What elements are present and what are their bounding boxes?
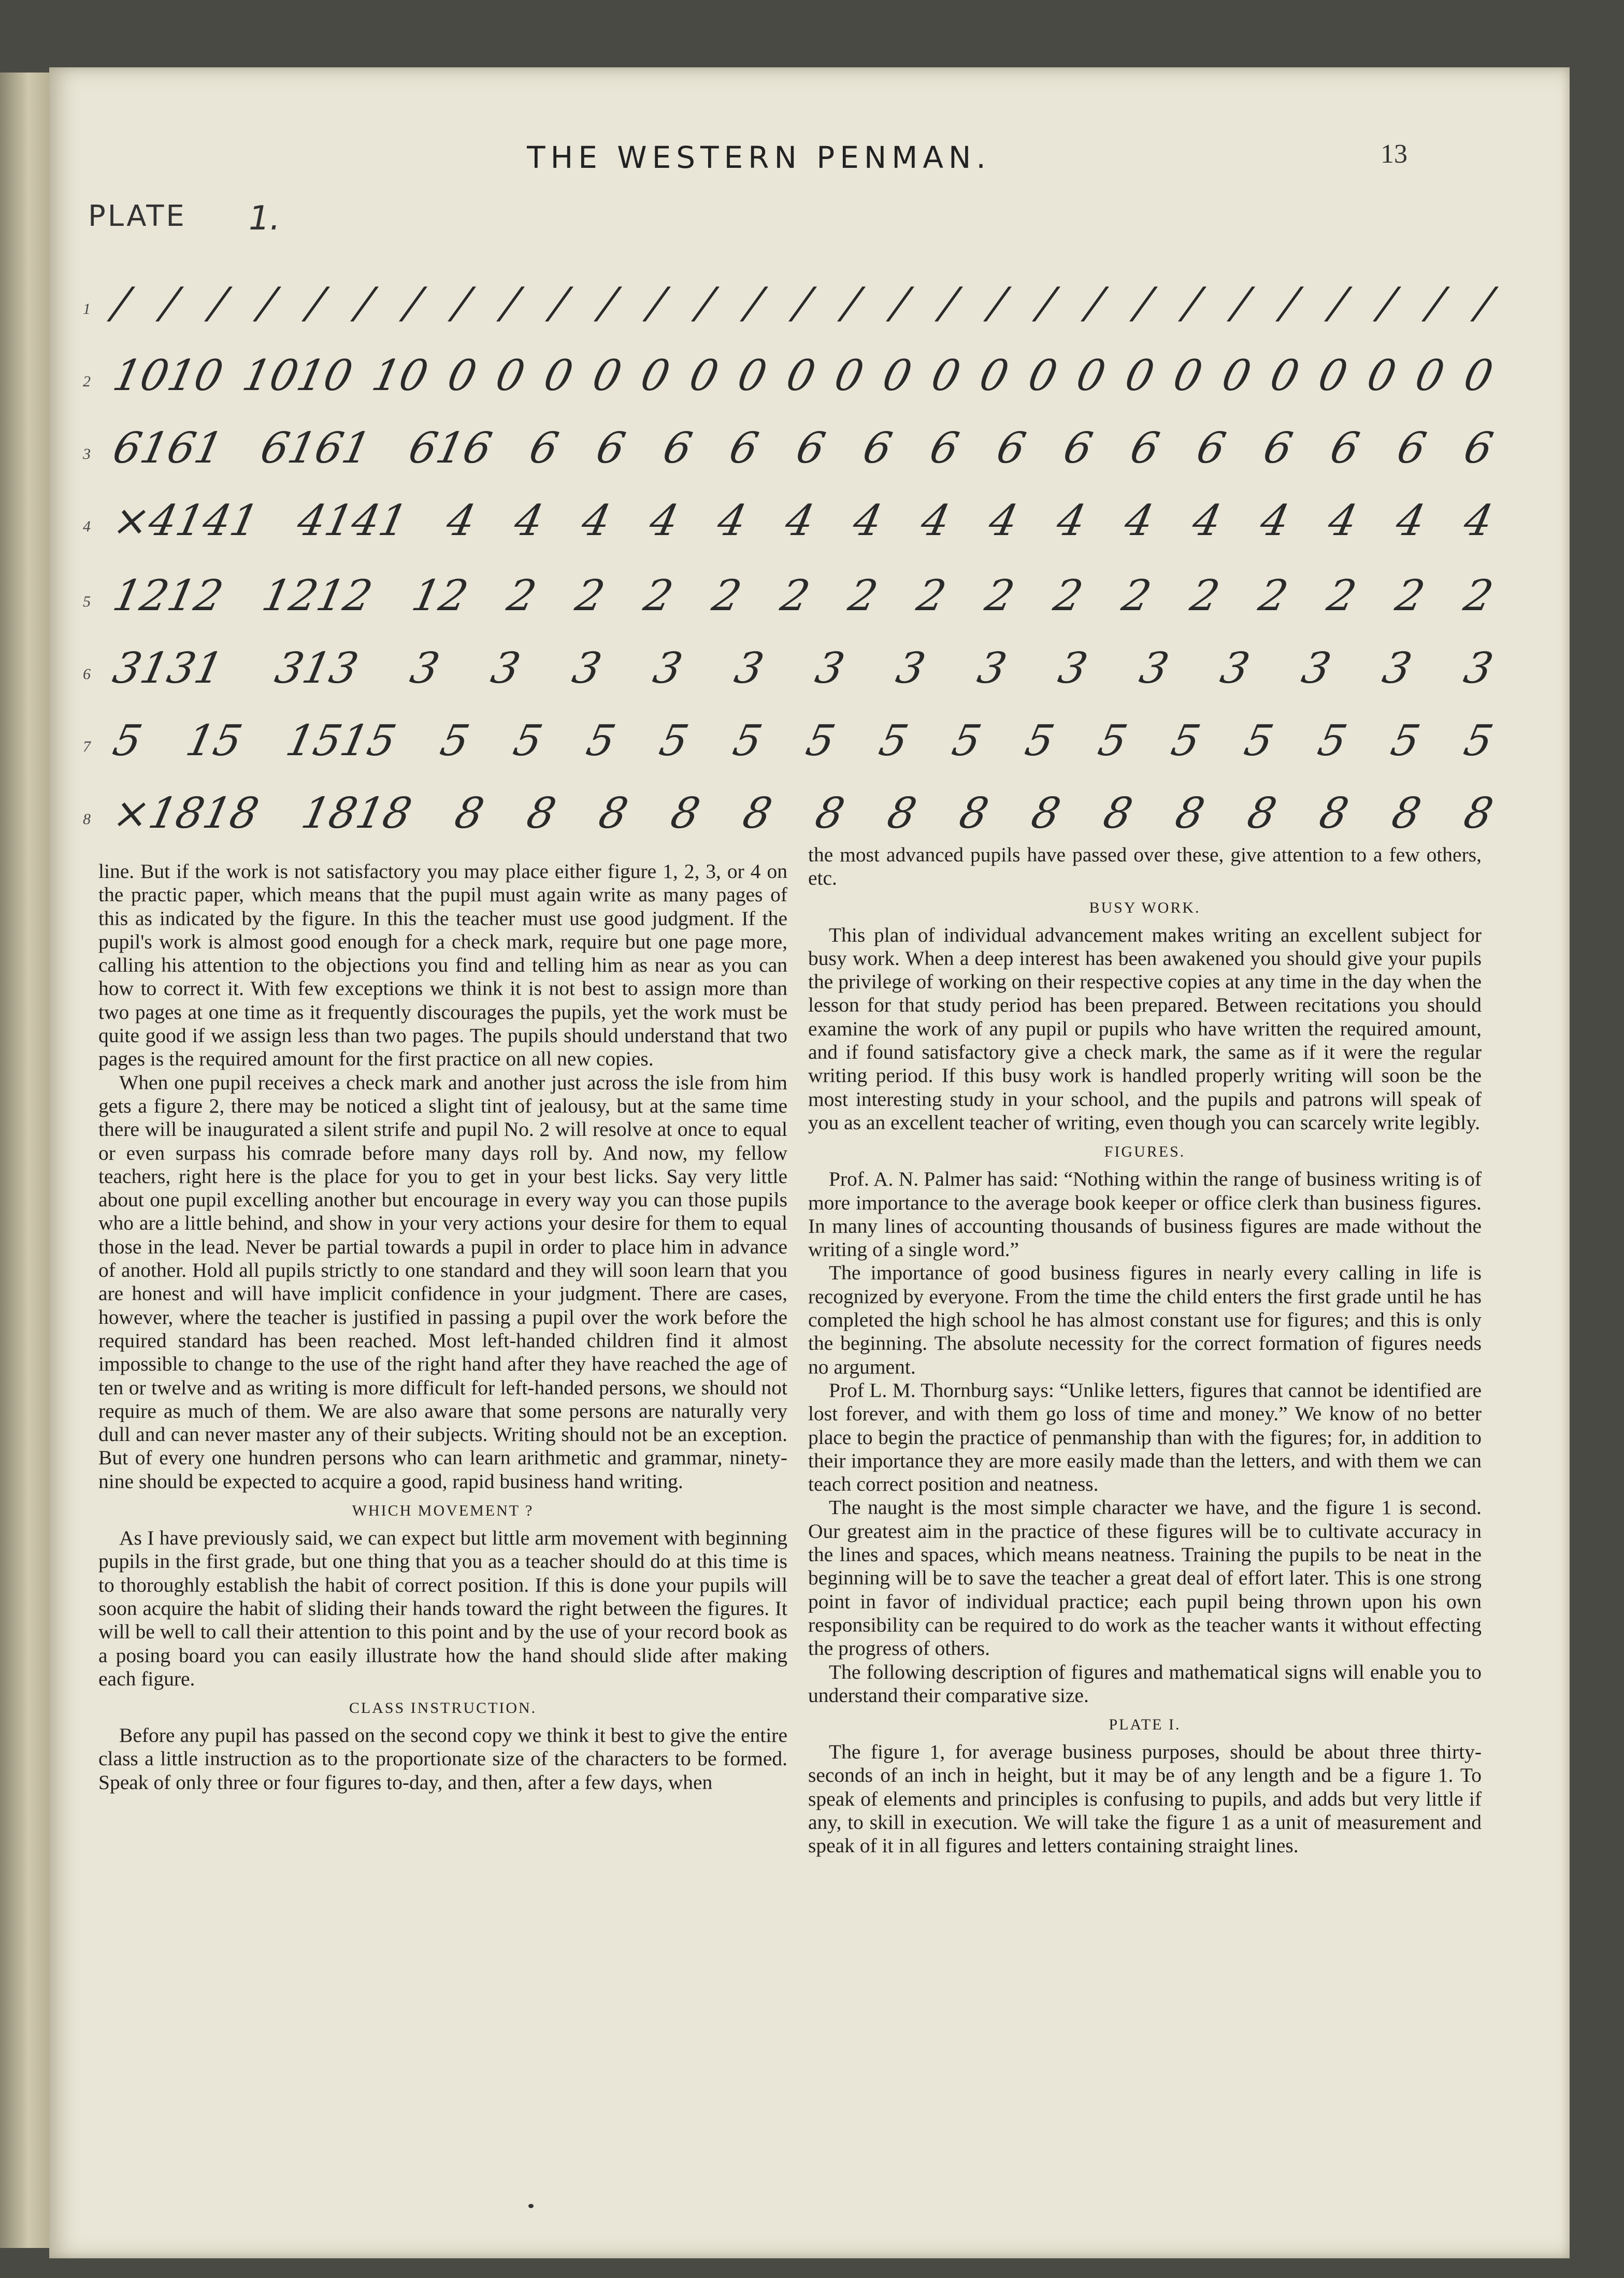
paragraph: Prof. A. N. Palmer has said: “Nothing within the range of business writing is of more importance to the average book keeper or office clerk than business figures. In many lines of accounting thousands of business figures are made without the writing of a single word.” (808, 1167, 1482, 1261)
handwritten-figure: 5 (1313, 716, 1351, 766)
row-number: 6 (83, 666, 91, 683)
handwritten-figure: / (790, 278, 815, 328)
row-glyphs (108, 562, 1497, 629)
handwritten-figure: / (1472, 278, 1497, 328)
handwritten-figure: 6161 (256, 423, 376, 473)
handwritten-figure: 6 (792, 423, 830, 473)
handwritten-figure: 3 (892, 643, 930, 693)
handwritten-figure: 4 (1256, 496, 1294, 545)
handwritten-figure: 5 (509, 716, 547, 766)
handwritten-figure: / (400, 278, 426, 328)
row-number: 5 (83, 593, 91, 610)
handwritten-figure: 2 (1186, 571, 1224, 621)
paragraph: The following description of figures and mathematical signs will enable you to understand their comparative size. (808, 1660, 1482, 1707)
row-number: 1 (83, 300, 91, 318)
handwritten-figure: 0 (685, 351, 723, 400)
handwritten-figure: 4 (1120, 496, 1158, 545)
handwritten-figure: / (1326, 278, 1351, 328)
handwritten-figure: 6 (1192, 423, 1230, 473)
handwritten-figure: 2 (776, 571, 814, 621)
handwritten-figure: / (108, 278, 134, 328)
handwritten-figure: / (1180, 278, 1205, 328)
handwritten-figure: / (1277, 278, 1302, 328)
handwritten-figure: / (303, 278, 328, 328)
row-number: 4 (83, 518, 91, 535)
paragraph: As I have previously said, we can expect but little arm movement with beginning pupils in the first grade, but one thing that you as a teacher should do at this time is to thoroughly establish the habit of correct position. If this is done your pupils will soon acquire the habit of sliding their hands toward the right between the figures. It will be well to call their attention to this point and by the use of your record book as a posing board you can easily illustrate how the hand should slide after making each figure. (98, 1526, 787, 1690)
handwritten-figure: 1515 (282, 716, 401, 766)
handwritten-figure: 8 (1099, 788, 1137, 838)
handwritten-figure: 4 (985, 496, 1023, 545)
handwritten-figure: 5 (108, 716, 147, 766)
handwritten-figure: 1818 (297, 788, 416, 838)
handwritten-figure: / (693, 278, 718, 328)
handwritten-figure: 2 (639, 571, 678, 621)
row-glyphs (108, 487, 1497, 554)
handwritten-figure: / (547, 278, 572, 328)
handwritten-figure: 8 (1171, 788, 1209, 838)
handwritten-figure: 2 (844, 571, 882, 621)
handwritten-figure: 0 (975, 351, 1013, 400)
handwritten-figure: 4 (578, 496, 615, 545)
handwritten-figure: 0 (1217, 351, 1255, 400)
handwritten-figure: 5 (1240, 716, 1278, 766)
row-number: 2 (83, 373, 91, 390)
left-column (98, 860, 787, 1794)
handwritten-figure: 0 (1411, 351, 1449, 400)
handwritten-figure: 6 (1326, 423, 1364, 473)
handwritten-figure: 5 (582, 716, 620, 766)
handwritten-figure: 5 (947, 716, 986, 766)
handwritten-figure: 1212 (108, 571, 227, 621)
handwritten-figure: / (595, 278, 621, 328)
handwritten-figure: 5 (801, 716, 839, 766)
handwritten-figure: 5 (728, 716, 766, 766)
paragraph: This plan of individual advancement makes writing an excellent subject for busy work. When a deep interest has been awakened you should give your pupils the privilege of working on their respective copies at any time in the day when the lesson for that study period has been prepared. Between recitations you should examine the work of any pupil or pupils who have written the required amount, and if found satisfactory give a check mark, the same as if it were the regular writing period. If this busy work is handled properly writing will soon be the most interesting study in your school, and the pupils and patrons will speak of you as an excellent teacher of writing, even though you can scarcely write legibly. (808, 923, 1482, 1134)
handwritten-figure: 3 (1378, 643, 1416, 693)
handwritten-figure: 4 (1391, 496, 1430, 545)
handwritten-figure: 5 (1021, 716, 1059, 766)
handwritten-figure: 8 (955, 788, 993, 838)
row-glyphs (108, 780, 1498, 847)
handwritten-figure: 12 (407, 571, 472, 621)
handwritten-figure: / (206, 278, 231, 328)
page-number: 13 (1381, 139, 1407, 169)
handwritten-figure: 3 (1054, 643, 1092, 693)
handwritten-figure: 2 (1459, 571, 1497, 621)
handwritten-figure: 6 (1059, 423, 1097, 473)
plate-row (83, 487, 1497, 559)
handwritten-figure: 0 (1266, 351, 1304, 400)
handwritten-figure: 3 (811, 643, 849, 693)
handwritten-figure: 4 (917, 496, 955, 545)
right-column (808, 843, 1482, 1858)
handwritten-figure: / (1082, 278, 1108, 328)
handwritten-figure: 0 (734, 351, 771, 400)
handwritten-figure: 3 (1135, 643, 1173, 693)
handwritten-figure: 0 (637, 351, 674, 400)
handwritten-figure: ×4141 (108, 496, 263, 545)
handwritten-figure: 0 (927, 351, 965, 400)
handwritten-figure: / (449, 278, 475, 328)
row-glyphs (108, 635, 1497, 702)
section-heading: CLASS INSTRUCTION. (349, 1699, 537, 1717)
handwritten-figure: / (936, 278, 961, 328)
handwritten-figure: 0 (443, 351, 481, 400)
handwritten-figure: 1010 (238, 351, 357, 400)
handwritten-figure: 313 (270, 643, 363, 693)
handwritten-figure: 4 (1188, 496, 1226, 545)
paragraph: Prof L. M. Thornburg says: “Unlike letters, figures that cannot be identified are lost forever, and with them go loss of time and money.” We know of no better place to begin the practice of penmanship than with the figures; for, in addition to their importance they are more easily made than the letters, and with them we can teach correct position and neatness. (808, 1378, 1482, 1496)
handwritten-figure: 5 (1094, 716, 1132, 766)
handwritten-figure: 2 (981, 571, 1019, 621)
handwritten-figure: 8 (1315, 788, 1353, 838)
section-heading: FIGURES. (1104, 1143, 1186, 1161)
handwritten-figure: 0 (1459, 351, 1497, 400)
handwritten-figure: 3 (487, 643, 525, 693)
handwritten-figure: 0 (782, 351, 820, 400)
handwritten-figure: 0 (1169, 351, 1207, 400)
handwritten-figure: 0 (1072, 351, 1110, 400)
handwritten-figure: 3 (1459, 643, 1497, 693)
handwritten-figure: 4 (645, 496, 683, 545)
handwritten-figure: 3 (1297, 643, 1335, 693)
handwritten-figure: 0 (540, 351, 578, 400)
handwritten-figure: 5 (1167, 716, 1205, 766)
paragraph: the most advanced pupils have passed over these, give attention to a few others, etc. (808, 843, 1482, 890)
row-glyphs (108, 342, 1497, 409)
running-head: THE WESTERN PENMAN. (527, 140, 991, 175)
paragraph: When one pupil receives a check mark and another just across the isle from him gets a figure 2, there may be noticed a slight tint of jealousy, but at the same time there will be inaugurated a silent strife and pupil No. 2 will resolve at once to equal or even surpass his comrade before many days roll by. And now, my fellow teachers, right here is the place for you to get in your best licks. Say very little about one pupil excelling another but encourage in every way you can those pupils who are a little behind, and show in your very actions your desire for them to equal those in the lead. Never be partial towards a pupil in order to place him in advance of another. Hold all pupils strictly to one standard and they will soon learn that you are honest and will have implicit confidence in your judgment. There are cases, however, where the teacher is justified in passing a pupil over the work before the required standard has been reached. Most left-handed children find it almost impossible to change to the use of the right hand after they have reached the age of ten or twelve and as writing is more difficult for left-handed persons, we should not require as much of them. We are also aware that some persons are naturally very dull and can never master any of their subjects. Writing should not be an exception. But of every one hundren persons who can learn arithmetic and grammar, ninety-nine should be expected to acquire a good, rapid business hand writing. (98, 1071, 787, 1493)
plate-row (83, 780, 1498, 852)
handwritten-figure: 2 (1254, 571, 1292, 621)
handwritten-figure: 6 (592, 423, 630, 473)
handwritten-figure: 0 (588, 351, 626, 400)
handwritten-figure: 1010 (108, 351, 227, 400)
handwritten-figure: 6 (1392, 423, 1431, 473)
handwritten-figure: 3 (973, 643, 1011, 693)
handwritten-figure: 3 (730, 643, 768, 693)
handwritten-figure: 6 (525, 423, 563, 473)
handwritten-figure: 3 (649, 643, 687, 693)
handwritten-figure: 4 (1324, 496, 1362, 545)
handwritten-figure: 8 (883, 788, 921, 838)
handwritten-figure: 8 (1387, 788, 1425, 838)
handwritten-figure: 2 (708, 571, 745, 621)
handwritten-figure: / (1423, 278, 1448, 328)
handwritten-figure: 3 (568, 643, 606, 693)
plate-row (83, 269, 1497, 342)
paragraph: The naught is the most simple character we have, and the figure 1 is second. Our greatest aim in the practice of these figures will be to cultivate accuracy in the lines and spaces, which means neatness. Training the pupils to be neat in the beginning will be to save the teacher a great deal of effort later. This is one strong point in favor of individual practice; each pupil being thrown upon his own responsibility can be required to do work as the teacher wants it without effecting the progress of others. (808, 1496, 1482, 1660)
handwritten-figure: 616 (404, 423, 496, 473)
handwritten-figure: 5 (1459, 716, 1498, 766)
plate-row (83, 414, 1497, 487)
handwritten-figure: 8 (811, 788, 849, 838)
handwritten-figure: 8 (450, 788, 488, 838)
row-glyphs (108, 269, 1497, 337)
handwritten-figure: / (254, 278, 280, 328)
handwritten-figure: 2 (1050, 571, 1087, 621)
handwritten-figure: / (498, 278, 523, 328)
handwritten-figure: 0 (879, 351, 916, 400)
handwritten-figure: 6 (725, 423, 763, 473)
handwritten-figure: 6 (992, 423, 1030, 473)
handwritten-figure: / (644, 278, 669, 328)
handwritten-figure: / (887, 278, 913, 328)
handwritten-figure: 10 (367, 351, 433, 400)
row-number: 8 (83, 811, 91, 828)
handwritten-figure: 0 (1024, 351, 1062, 400)
handwritten-figure: 1212 (258, 571, 377, 621)
handwritten-figure: 3 (1216, 643, 1254, 693)
handwritten-figure: 6 (1126, 423, 1163, 473)
handwritten-figure: ×1818 (108, 788, 263, 838)
paragraph: Before any pupil has passed on the second copy we think it best to give the entire class a little instruction as to the proportionate size of the characters to be formed. Speak of only three or four figures to-day, and then, after a few days, when (98, 1724, 787, 1794)
plate-label: PLATE (88, 199, 186, 233)
plate-row (83, 562, 1497, 635)
handwritten-figure: 5 (1386, 716, 1424, 766)
handwritten-figure: 6 (1459, 423, 1497, 473)
handwritten-figure: 0 (491, 351, 529, 400)
handwritten-figure: / (352, 278, 377, 328)
handwritten-figure: 6 (859, 423, 897, 473)
handwritten-figure: 8 (1243, 788, 1281, 838)
handwritten-figure: 0 (1362, 351, 1401, 400)
handwritten-figure: 3131 (108, 643, 227, 693)
handwritten-figure: 8 (1459, 788, 1498, 838)
handwritten-figure: / (1033, 278, 1059, 328)
handwritten-figure: 15 (182, 716, 247, 766)
handwritten-figure: 2 (571, 571, 609, 621)
section-heading: BUSY WORK. (1089, 899, 1201, 916)
handwritten-figure: / (157, 278, 182, 328)
row-glyphs (108, 414, 1497, 482)
handwritten-figure: 0 (1314, 351, 1352, 400)
handwritten-figure: 4 (1052, 496, 1090, 545)
handwritten-figure: 4 (713, 496, 751, 545)
plate-row (83, 707, 1498, 780)
handwritten-figure: 4 (781, 496, 819, 545)
handwritten-figure: 4 (849, 496, 887, 545)
handwritten-figure: 6 (925, 423, 964, 473)
handwritten-figure: 6 (658, 423, 696, 473)
handwritten-figure: 2 (1323, 571, 1361, 621)
handwritten-figure: / (1228, 278, 1254, 328)
handwritten-figure: 2 (502, 571, 541, 621)
handwritten-figure: 5 (655, 716, 693, 766)
handwritten-figure: / (1374, 278, 1400, 328)
handwritten-figure: / (741, 278, 767, 328)
handwritten-figure: 4141 (293, 496, 412, 545)
handwritten-figure: 8 (595, 788, 633, 838)
facing-page-edge (0, 73, 52, 2248)
handwritten-figure: 8 (739, 788, 777, 838)
section-heading: WHICH MOVEMENT ? (352, 1502, 534, 1520)
handwritten-figure: 5 (436, 716, 474, 766)
handwritten-figure: 8 (523, 788, 561, 838)
paragraph: line. But if the work is not satisfactory you may place either figure 1, 2, 3, or 4 on the practic paper, which means that the pupil must again write as many pages of this as indicated by the figure. In this the teacher must use good judgment. If the pupil's work is almost good enough for a check mark, require but one page more, calling his attention to the objections you find and telling him as near as you can how to correct it. With few exceptions we think it is not best to assign more than two pages at one time as it frequently discourages the pupils, yet the work must be quite good if we assign less than two pages. The pupils should understand that two pages is the required amount for the first practice on all new copies. (98, 860, 787, 1071)
handwritten-figure: 4 (510, 496, 548, 545)
handwritten-figure: 4 (442, 496, 480, 545)
paragraph: The importance of good business figures in nearly every calling in life is recognized by everyone. From the time the child enters the first grade until he has completed the high school he has almost constant use for figures; and this is only the beginning. The absolute necessity for the correct formation of figures needs no argument. (808, 1261, 1482, 1378)
handwritten-figure: 0 (830, 351, 868, 400)
plate-row (83, 342, 1497, 414)
handwritten-figure: 0 (1120, 351, 1158, 400)
handwritten-figure: 3 (406, 643, 444, 693)
handwritten-figure: / (1131, 278, 1156, 328)
handwritten-figure: 2 (913, 571, 951, 621)
ink-speck (528, 2204, 534, 2208)
handwritten-figure: 4 (1459, 496, 1497, 545)
section-heading: PLATE I. (1109, 1716, 1181, 1734)
row-number: 3 (83, 445, 91, 463)
handwritten-figure: 5 (874, 716, 913, 766)
plate-number: 1. (249, 199, 281, 238)
handwritten-figure: 2 (1117, 571, 1156, 621)
handwritten-figure: / (985, 278, 1010, 328)
handwritten-figure: 6 (1259, 423, 1297, 473)
paragraph: The figure 1, for average business purposes, should be about three thirty-seconds of an inch in height, but it may be of any length and be a figure 1. To speak of elements and principles is confusing to pupils, and adds but very little if any, to skill in execution. We will take the figure 1 as a unit of measurement and speak of it in all figures and letters containing straight lines. (808, 1740, 1482, 1857)
plate-row (83, 635, 1497, 707)
handwritten-figure: 6161 (108, 423, 227, 473)
handwritten-figure: 8 (667, 788, 705, 838)
handwritten-figure: 2 (1391, 571, 1429, 621)
handwritten-figure: / (839, 278, 864, 328)
row-number: 7 (83, 738, 91, 755)
handwritten-figure: 8 (1027, 788, 1065, 838)
row-glyphs (108, 707, 1498, 774)
